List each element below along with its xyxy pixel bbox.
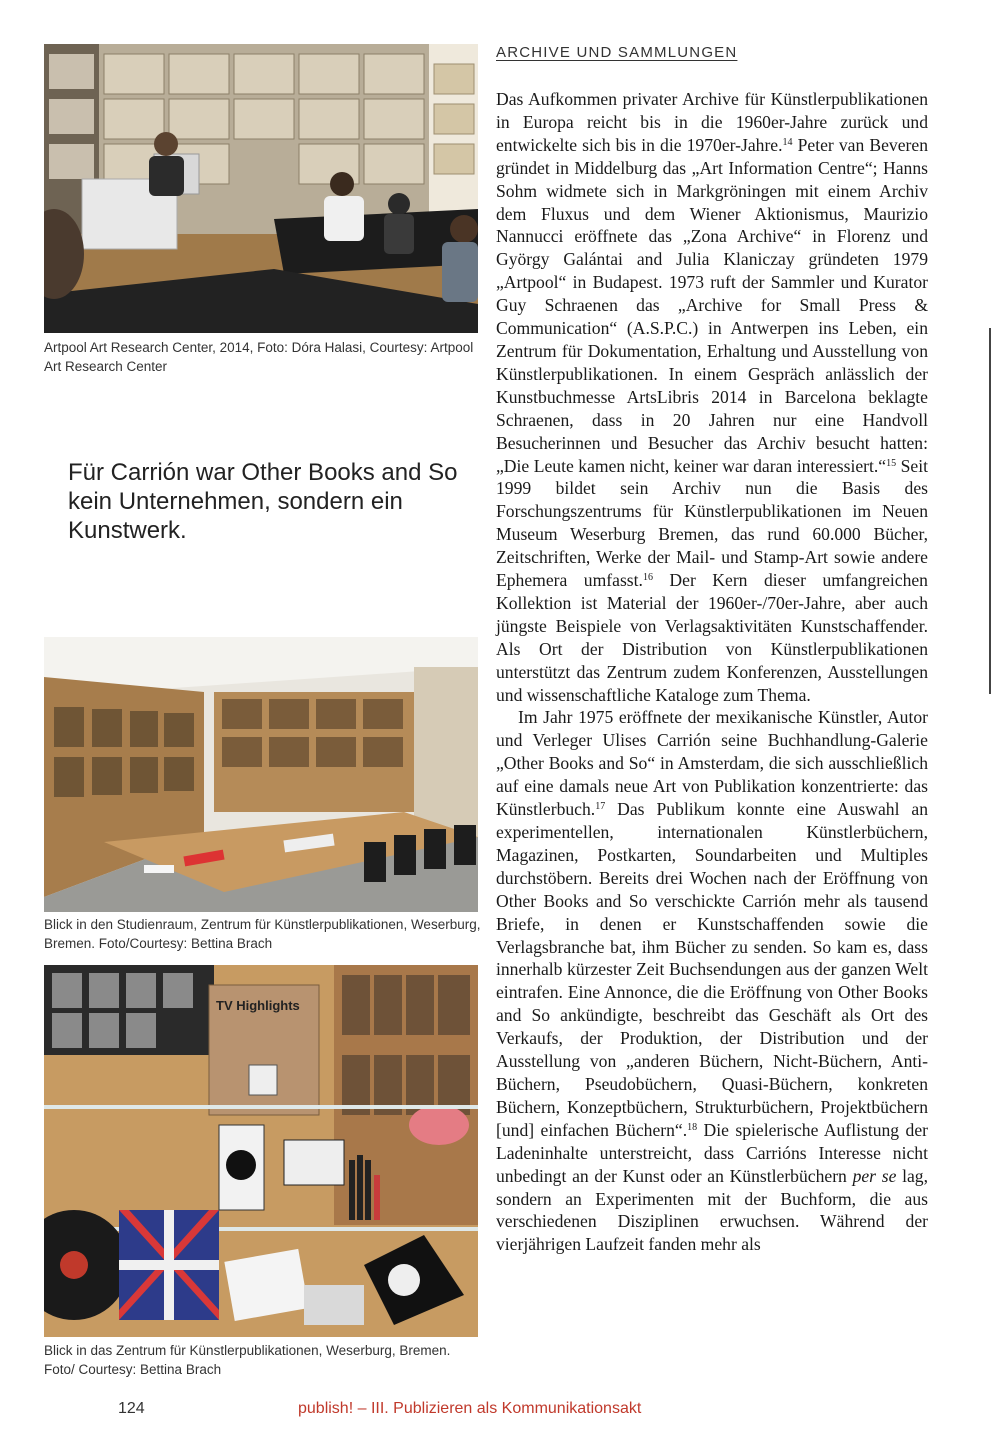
margin-rule <box>989 328 991 694</box>
emphasis-per-se: per se <box>852 1165 897 1186</box>
footnote-ref-17[interactable]: 17 <box>595 801 606 813</box>
footnote-ref-15[interactable]: 15 <box>886 457 897 469</box>
photo1-caption: Artpool Art Research Center, 2014, Foto: Dóra Halasi, Courtesy: Artpool Art Research Center <box>44 340 474 374</box>
footnote-ref-16[interactable]: 16 <box>642 572 653 584</box>
pull-quote: Für Carrión war Other Books and So kein Unternehmen, sondern ein Kunstwerk. <box>68 459 458 544</box>
paragraph-archives: Das Aufkommen privater Archive für Künstlerpublikationen in Europa reicht bis in die 1960er-Jahre zurück und entwickelte sich bis in die 1970er-Jahre.$^{14}$ Peter van Beveren gründet in Middelburg das „Art Information Centre“; Hanns Sohm widmete sich in Markgröningen mit einem Archiv dem Fluxus und dem Wiener Aktionismus, Maurizio Nannucci eröffnete das „Zona Archive“ in Florenz und György Galántai and Julia Klaniczay gründeten 1979 „Artpool“ in Budapest. 1973 ruft der Sammler und Kurator Guy Schraenen das „Archive for Small Press & Communication“ (A.S.P.C.) in Antwerpen ins Leben, ein Zentrum für Dokumentation, Erhaltung und Ausstellung von Künstlerpublikationen. In einem Gespräch anlässlich der Kunstbuchmesse ArtsLibris 2014 in Barcelona beklagte Schraenen, dass in 20 Jahren nur eine Handvoll Besucherinnen und Besucher das Archiv besucht hatten: „Die Leute kamen nicht, keiner war daran interessiert.“$^{15}$ Seit 1999 bildet sein Archiv nun die Basis des Forschungszentrums für Künstlerpublikationen im Neuen Museum Weserburg Bremen, das rund 60.000 Bücher, Zeitschriften, Werke der Mail- und Stamp-Art sowie andere Ephemera umfasst.$^{16}$ Der Kern dieser umfangreichen Kollektion ist Material der 1960er-/70er-Jahre, aber auch jüngste Beispiele von Verlagsaktivitäten Kunstschaffender. Als Ort der Distribution von Künstlerpublikationen unterstützt das Zentrum zudem Konferenzen, Ausstellungen und wissenschaftliche Kataloge zum Thema. <box>496 89 928 705</box>
running-footer: publish! – III. Publizieren als Kommunikationsakt <box>298 1400 642 1417</box>
photo2-caption: Blick in den Studienraum, Zentrum für Künstlerpublikationen, Weserburg, Bremen. Foto/Courtesy: Bettina Brach <box>44 917 481 951</box>
page-number: 124 <box>118 1400 145 1417</box>
footnote-ref-14[interactable]: 14 <box>782 136 793 148</box>
body-text <box>496 88 928 1256</box>
tv-highlights-label: TV Highlights <box>216 998 300 1013</box>
photo-zentrum-illustration <box>44 965 478 1337</box>
photo3-caption: Blick in das Zentrum für Künstlerpublikationen, Weserburg, Bremen. Foto/ Courtesy: Bettina Brach <box>44 1343 451 1377</box>
section-heading: ARCHIVE UND SAMMLUNGEN <box>496 44 738 61</box>
photo-study-room-weserburg <box>44 637 478 912</box>
photo-artpool-research-center <box>44 44 478 333</box>
photo-zentrum-shelves <box>44 965 478 1337</box>
footnote-ref-18[interactable]: 18 <box>687 1121 698 1133</box>
photo-study-room-illustration <box>44 637 478 912</box>
photo-artpool-illustration <box>44 44 478 333</box>
paragraph-other-books: Im Jahr 1975 eröffnete der mexikanische Künstler, Autor und Verleger Ulises Carrión seine Buchhandlung-Galerie „Other Books and So“ in Amsterdam, die sich ausschließlich auf eine damals neue Art von Publikation konzentrierte: das Künstlerbuch.$^{17}$ Das Publikum konnte eine Auswahl an experimentellen, internationalen Künstlerbüchern, Magazinen, Postkarten, Soundarbeiten und Multiples durchstöbern. Bereits drei Wochen nach der Eröffnung von Other Books and So verschickte Carrión mehr als tausend Briefe, in denen er Kunstschaffenden sowie die Verlagsbranche bat, ihm Bücher zu senden. So kam es, dass innerhalb kürzester Zeit Buchsendungen aus der ganzen Welt eintrafen. Eine Annonce, die die Eröffnung von Other Books and So ankündigte, beschreibt das Geschäft als Ort des Verkaufs, der Produktion, der Distribution und der Ausstellung von „anderen Büchern, Nicht-Büchern, Anti-Büchern, Pseudobüchern, Quasi-Büchern, konkreten Büchern, Konzeptbüchern, Strukturbüchern, Projektbüchern [und] einfachen Büchern“.$^{18}$ Die spielerische Auflistung der Ladeninhalte unterstreicht, dass Carrións Interesse nicht unbedingt an der Kunst oder an Künstlerbüchern per se lag, sondern an Experimenten mit der Buchform, die aus verschiedenen Disziplinen erwuchsen. Während der vierjährigen Laufzeit fanden mehr als <box>496 707 928 1255</box>
